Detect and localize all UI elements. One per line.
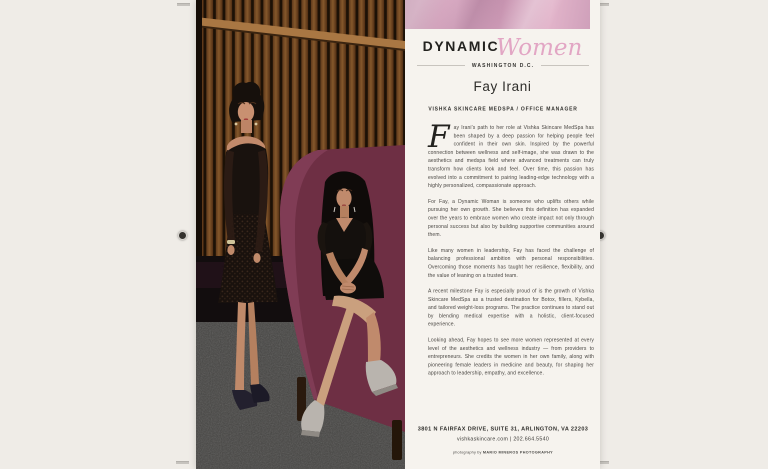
paragraph-1: Fay Irani's path to her role at Vishka Skincare MedSpa has been shaped by a deep passion for helping people feel confident in their own skin. Inspired by the powerful connection between wellness and self-image, she was drawn to the aesthetics and medspa field where advanced treatments can truly transform how clients look and feel. Over time, this passion has evolved into a commitment to pairing leading-edge technology with a highly personalized, compassionate approach. <box>428 118 594 189</box>
phone-text: 202.664.5540 <box>512 436 549 442</box>
contact-separator: | <box>507 436 513 442</box>
footer-credit-row <box>405 447 600 465</box>
article-column <box>405 0 600 469</box>
rule-right <box>541 65 589 66</box>
photo-illustration <box>196 0 405 469</box>
credit-name: MARIO MINEROS PHOTOGRAPHY <box>482 450 553 455</box>
registration-dot-left <box>178 231 187 240</box>
masthead <box>405 35 600 61</box>
alignment-dash-bottom-left <box>176 461 189 464</box>
rule-left <box>416 65 464 66</box>
magazine-page <box>196 0 600 469</box>
pink-satin-photo <box>405 0 590 29</box>
article-body <box>428 118 594 469</box>
website-text: vishkaskincare.com <box>456 436 508 442</box>
masthead-title: DYNAMIC <box>422 38 500 54</box>
address-text: 3801 N FAIRFAX DRIVE, SUITE 31, ARLINGTON, VA 22203 <box>417 426 588 432</box>
drop-cap: F <box>428 118 450 155</box>
region-label: WASHINGTON D.C. <box>471 63 534 69</box>
feature-photo <box>196 0 405 469</box>
paragraph-4: A recent milestone Fay is especially proud of is the growth of Vishka Skincare MedSpa as a trusted destination for Botox, fillers, Kybella, and tailored weight-loss programs. The practice continues to stand out by blending medical expertise with a holistic, client-focused experience. <box>428 288 594 328</box>
credit-prefix: photography by <box>452 450 483 455</box>
feature-name: Fay Irani <box>473 79 532 94</box>
paragraph-5: Looking ahead, Fay hopes to see more women represented at every level of the aesthetics and wellness industry — from providers to entrepreneurs. She credits the women in her own family, along with pioneering female leaders in medicine and beauty, for shaping her approach to leadership, empathy, and excellence. <box>428 337 594 377</box>
role-label: VISHKA SKINCARE MEDSPA / OFFICE MANAGER <box>427 106 578 112</box>
paragraph-2: For Fay, a Dynamic Woman is someone who uplifts others while pursuing her own growth. She believes this definition has expanded over the years to embrace women who create impact not only through personal success but also by building supportive communities around them. <box>428 198 594 238</box>
masthead-script-title: Women <box>496 35 583 61</box>
paragraph-3: Like many women in leadership, Fay has faced the challenge of balancing professional ambition with personal responsibilities. Overcoming those moments has taught her resilience, flexibility, and the value of leaning on a trusted team. <box>428 247 594 279</box>
alignment-dash-top-left <box>177 3 190 6</box>
region-row <box>405 63 600 74</box>
